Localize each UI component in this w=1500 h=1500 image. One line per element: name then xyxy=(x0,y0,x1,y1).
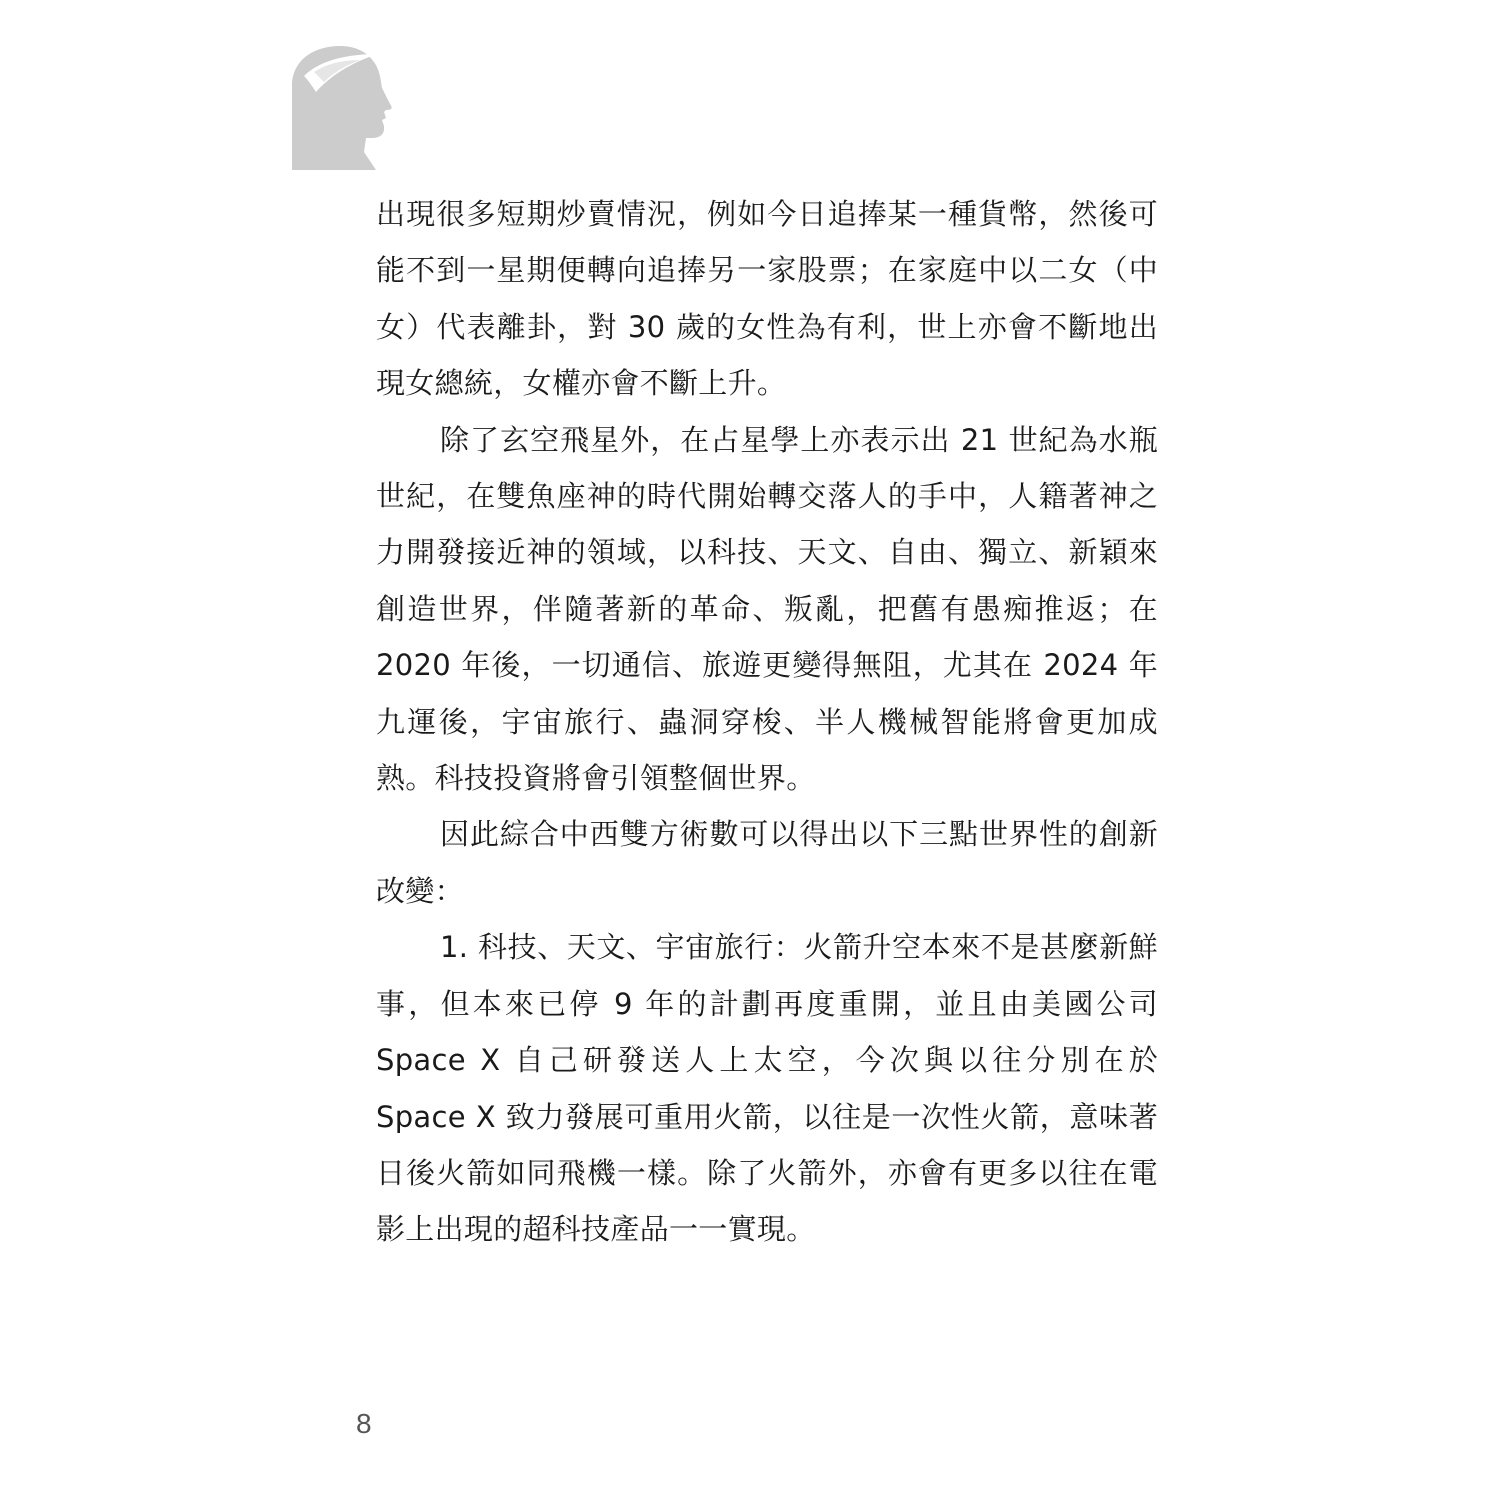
page-number: 8 xyxy=(356,1408,372,1439)
paragraph: 出現很多短期炒賣情況，例如今日追捧某一種貨幣，然後可能不到一星期便轉向追捧另一家股票；在家庭中以二女（中女）代表離卦，對 30 歲的女性為有利，世上亦會不斷地出現女總統，女權亦會不斷上升。 xyxy=(376,197,1158,401)
paragraph: 因此綜合中西雙方術數可以得出以下三點世界性的創新改變： xyxy=(376,817,1158,908)
paragraph: 除了玄空飛星外，在占星學上亦表示出 21 世紀為水瓶世紀，在雙魚座神的時代開始轉交落人的手中，人籍著神之力開發接近神的領域，以科技、天文、自由、獨立、新穎來創造世界，伴隨著新的革命、叛亂，把舊有愚痴推返；在 2020 年後，一切通信、旅遊更變得無阻，尤其在 2024 年九運後，宇宙旅行、蟲洞穿梭、半人機械智能將會更加成熟。科技投資將會引領整個世界。 xyxy=(376,422,1158,796)
body-text xyxy=(376,186,1158,1258)
head-silhouette-icon xyxy=(290,46,400,170)
paragraph: 1. 科技、天文、宇宙旅行：火箭升空本來不是甚麼新鮮事，但本來已停 9 年的計劃再度重開，並且由美國公司 Space X 自己研發送人上太空，今次與以往分別在於 Space X 致力發展可重用火箭，以往是一次性火箭，意味著日後火箭如同飛機一樣。除了火箭外，亦會有更多以往在電影上出現的超科技產品一一實現。 xyxy=(376,930,1158,1247)
